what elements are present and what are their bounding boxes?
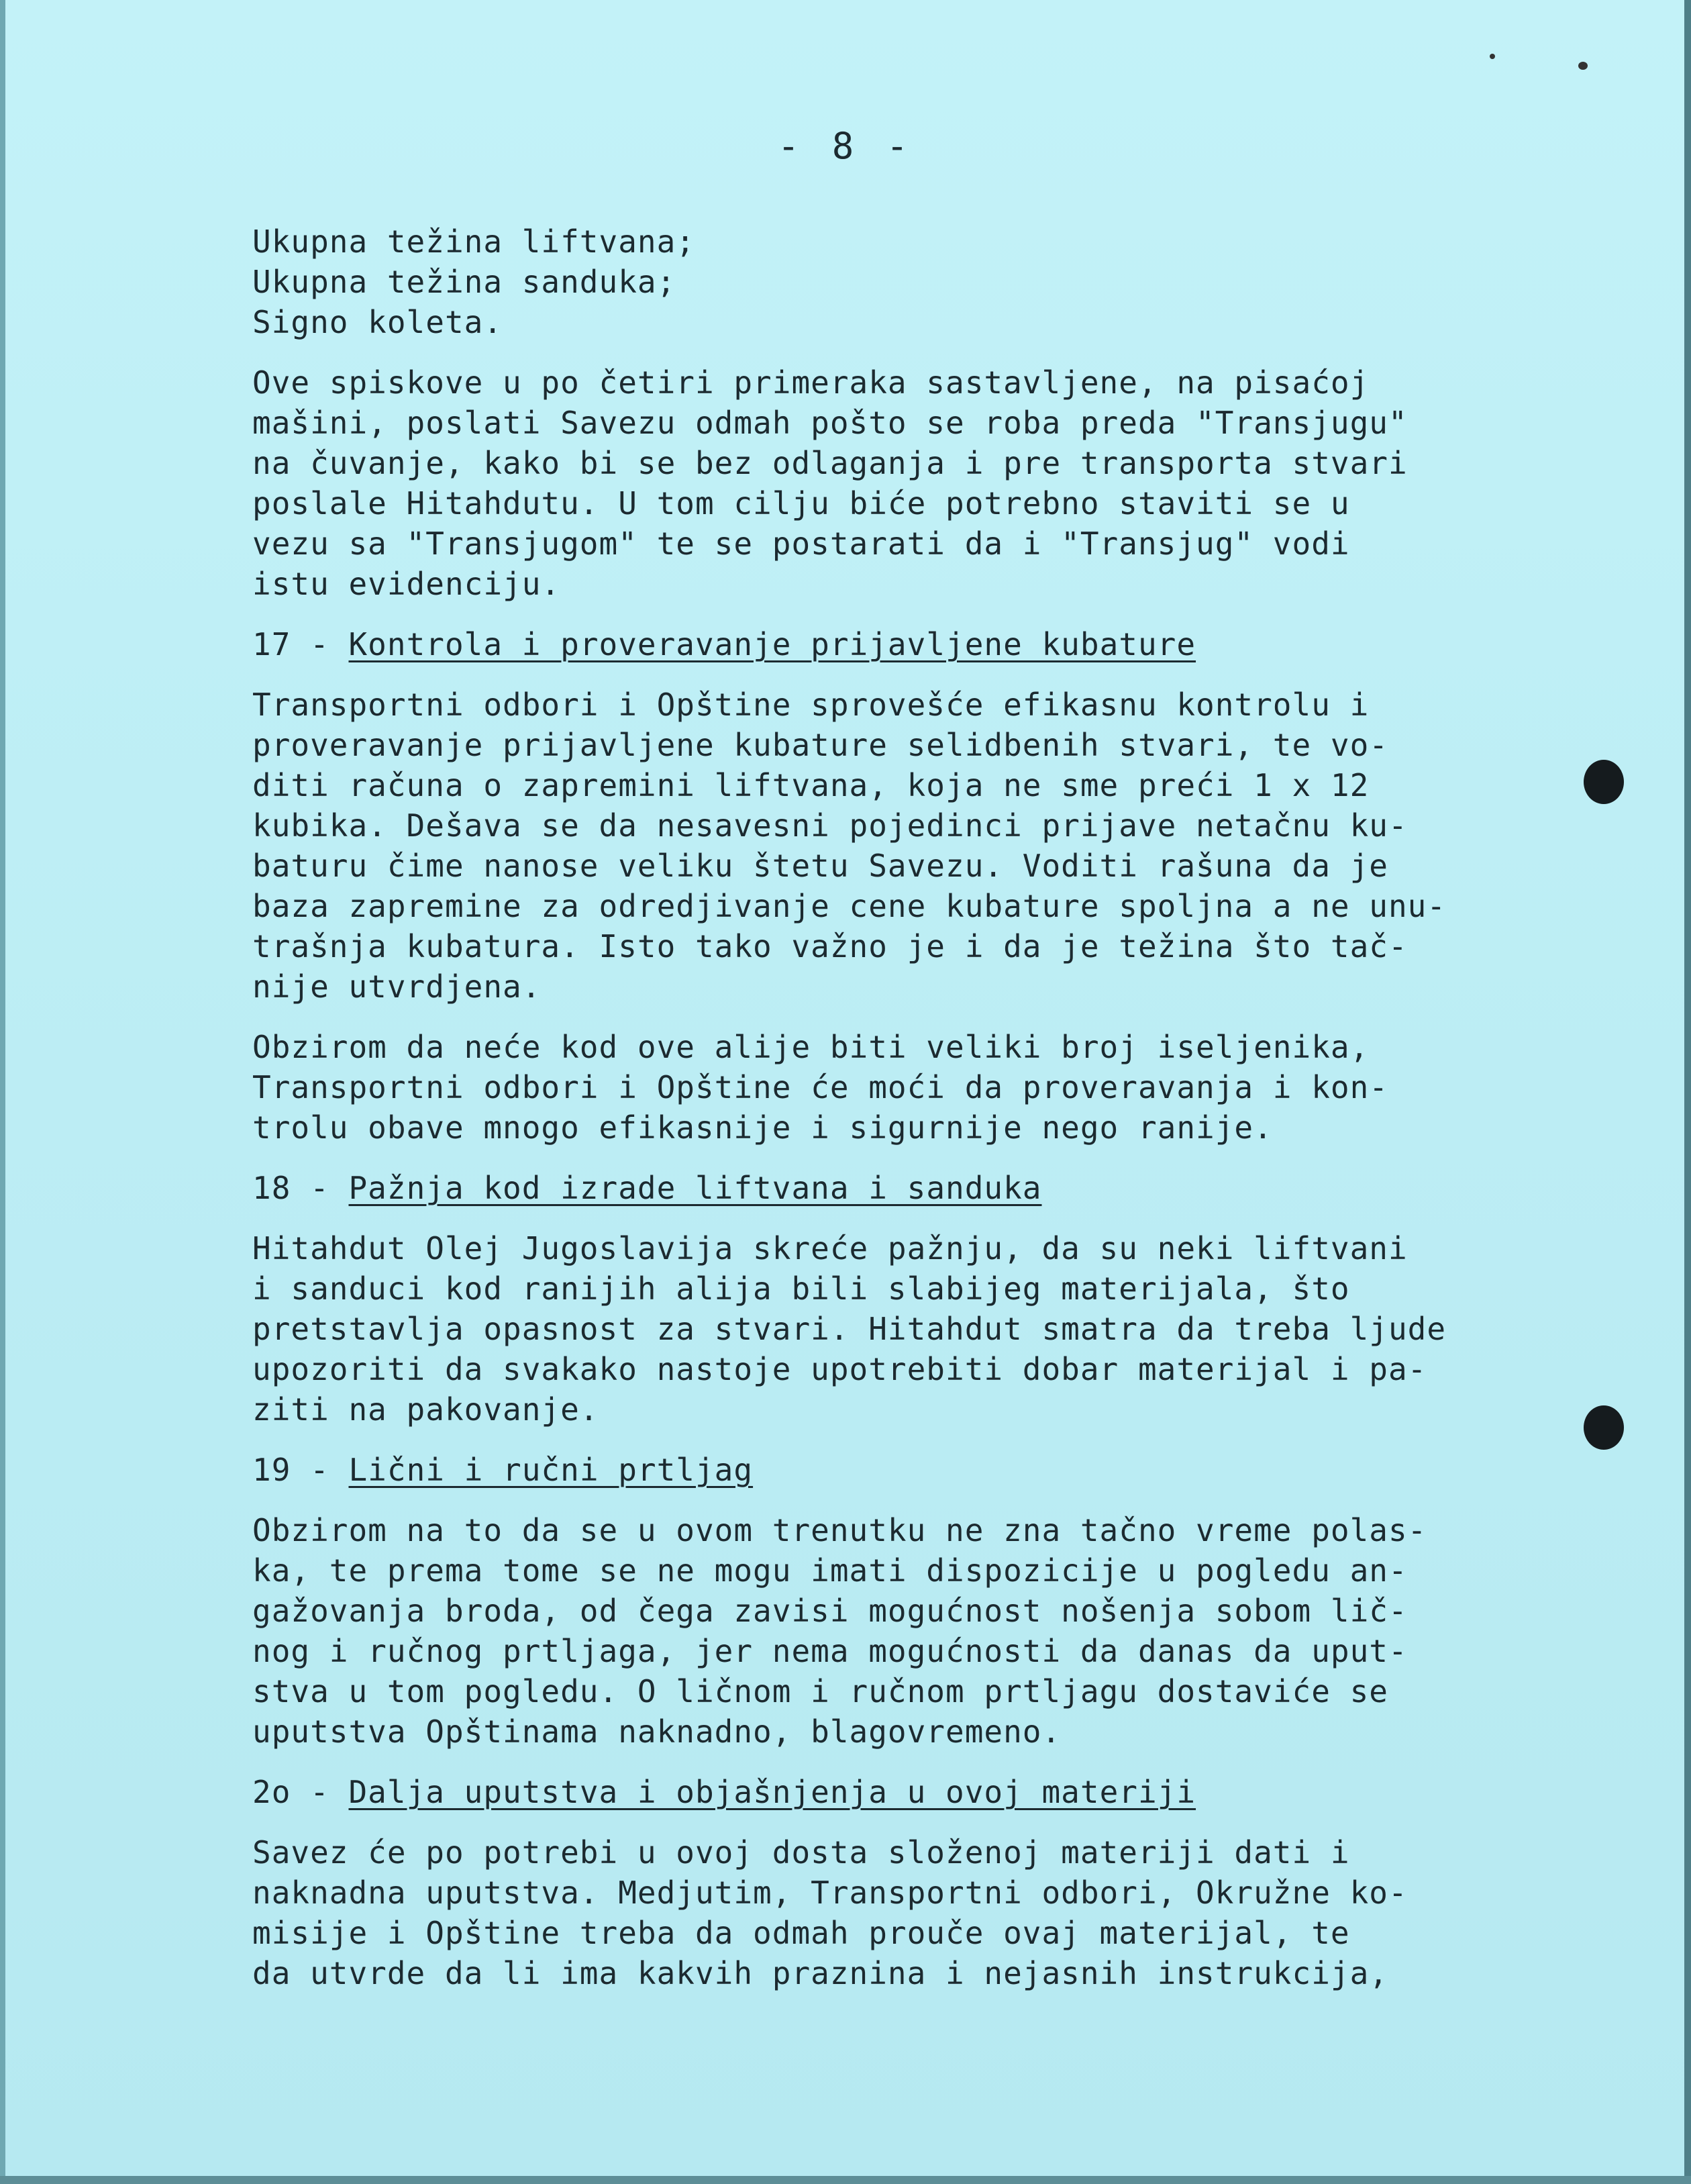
text-line: upozoriti da svakako nastoje upotrebiti dobar materijal i pa-	[252, 1351, 1427, 1387]
text-line: uputstva Opštinama naknadno, blagovremeno.	[252, 1714, 1062, 1750]
paragraph	[252, 362, 1554, 604]
ink-speck	[1490, 54, 1495, 59]
section-title: Pažnja kod izrade liftvana i sanduka	[348, 1170, 1042, 1206]
text-line: baturu čime nanose veliku štetu Savezu. Voditi rašuna da je	[252, 848, 1388, 884]
text-line: Ukupna težina liftvana;	[252, 224, 695, 260]
text-line: Obzirom da neće kod ove alije biti veliki broj iseljenika,	[252, 1029, 1370, 1065]
text-line: ziti na pakovanje.	[252, 1391, 599, 1428]
section-number: 17 -	[252, 626, 349, 662]
ink-speck	[1578, 62, 1588, 70]
text-line: nog i ručnog prtljaga, jer nema mogućnosti da danas da uput-	[252, 1633, 1408, 1669]
text-line: Transportni odbori i Opštine će moći da proveravanja i kon-	[252, 1069, 1388, 1105]
section-heading	[252, 624, 1554, 664]
text-line: pretstavlja opasnost za stvari. Hitahdut smatra da treba ljude	[252, 1311, 1447, 1347]
paragraph	[252, 1027, 1554, 1148]
block-gap	[252, 604, 1554, 624]
section-title: Dalja uputstva i objašnjenja u ovoj materiji	[348, 1774, 1196, 1810]
text-line: Ukupna težina sanduka;	[252, 264, 676, 300]
text-line: Signo koleta.	[252, 304, 503, 340]
text-line: vezu sa "Transjugom" te se postarati da i "Transjug" vodi	[252, 526, 1350, 562]
punch-hole	[1584, 1405, 1624, 1450]
block-gap	[252, 1208, 1554, 1228]
block-gap	[252, 664, 1554, 685]
scan-edge-right	[1684, 0, 1691, 2184]
text-line: nije utvrdjena.	[252, 969, 542, 1005]
section-title: Kontrola i proveravanje prijavljene kubature	[348, 626, 1196, 662]
text-line: mašini, poslati Savezu odmah pošto se roba preda "Transjugu"	[252, 405, 1408, 441]
page-number: - 8 -	[777, 125, 914, 167]
block-gap	[252, 1430, 1554, 1450]
text-line: ka, te prema tome se ne mogu imati dispozicije u pogledu an-	[252, 1552, 1408, 1589]
text-line: diti računa o zapremini liftvana, koja ne sme preći 1 x 12	[252, 767, 1370, 803]
paragraph	[252, 221, 1554, 342]
section-title: Lični i ručni prtljag	[348, 1452, 754, 1488]
paragraph	[252, 1510, 1554, 1752]
text-line: gažovanja broda, od čega zavisi mogućnost nošenja sobom lič-	[252, 1593, 1408, 1629]
text-line: Savez će po potrebi u ovoj dosta složenoj materiji dati i	[252, 1834, 1350, 1871]
text-line: istu evidenciju.	[252, 566, 561, 602]
text-line: Transportni odbori i Opštine sprovešće efikasnu kontrolu i	[252, 687, 1370, 723]
text-line: stva u tom pogledu. O ličnom i ručnom prtljagu dostaviće se	[252, 1673, 1388, 1709]
block-gap	[252, 342, 1554, 362]
block-gap	[252, 1007, 1554, 1027]
text-line: naknadna uputstva. Medjutim, Transportni odbori, Okružne ko-	[252, 1875, 1408, 1911]
block-gap	[252, 1752, 1554, 1772]
text-line: trašnja kubatura. Isto tako važno je i da je težina što tač-	[252, 928, 1408, 964]
section-number: 19 -	[252, 1452, 349, 1488]
text-line: kubika. Dešava se da nesavesni pojedinci prijave netačnu ku-	[252, 807, 1408, 844]
text-line: da utvrde da li ima kakvih praznina i nejasnih instrukcija,	[252, 1955, 1388, 1991]
text-line: Hitahdut Olej Jugoslavija skreće pažnju, da su neki liftvani	[252, 1230, 1408, 1267]
text-line: poslale Hitahdutu. U tom cilju biće potrebno staviti se u	[252, 485, 1350, 522]
paragraph	[252, 685, 1554, 1007]
text-line: trolu obave mnogo efikasnije i sigurnije nego ranije.	[252, 1109, 1273, 1146]
text-line: baza zapremine za odredjivanje cene kubature spoljna a ne unu-	[252, 888, 1447, 924]
paragraph	[252, 1832, 1554, 1993]
scan-edge-bottom	[0, 2176, 1691, 2184]
paragraph	[252, 1228, 1554, 1430]
text-line: Obzirom na to da se u ovom trenutku ne zna tačno vreme polas-	[252, 1512, 1427, 1548]
text-line: misije i Opštine treba da odmah prouče ovaj materijal, te	[252, 1915, 1350, 1951]
document-body	[252, 221, 1554, 1993]
text-line: proveravanje prijavljene kubature selidbenih stvari, te vo-	[252, 727, 1388, 763]
section-heading	[252, 1772, 1554, 1812]
section-number: 18 -	[252, 1170, 349, 1206]
section-heading	[252, 1450, 1554, 1490]
block-gap	[252, 1490, 1554, 1510]
block-gap	[252, 1812, 1554, 1832]
punch-hole	[1584, 760, 1624, 804]
text-line: i sanduci kod ranijih alija bili slabijeg materijala, što	[252, 1271, 1350, 1307]
section-number: 2o -	[252, 1774, 349, 1810]
section-heading	[252, 1168, 1554, 1208]
text-line: Ove spiskove u po četiri primeraka sastavljene, na pisaćoj	[252, 364, 1370, 401]
scan-edge-left	[0, 0, 5, 2184]
block-gap	[252, 1148, 1554, 1168]
text-line: na čuvanje, kako bi se bez odlaganja i pre transporta stvari	[252, 445, 1408, 481]
